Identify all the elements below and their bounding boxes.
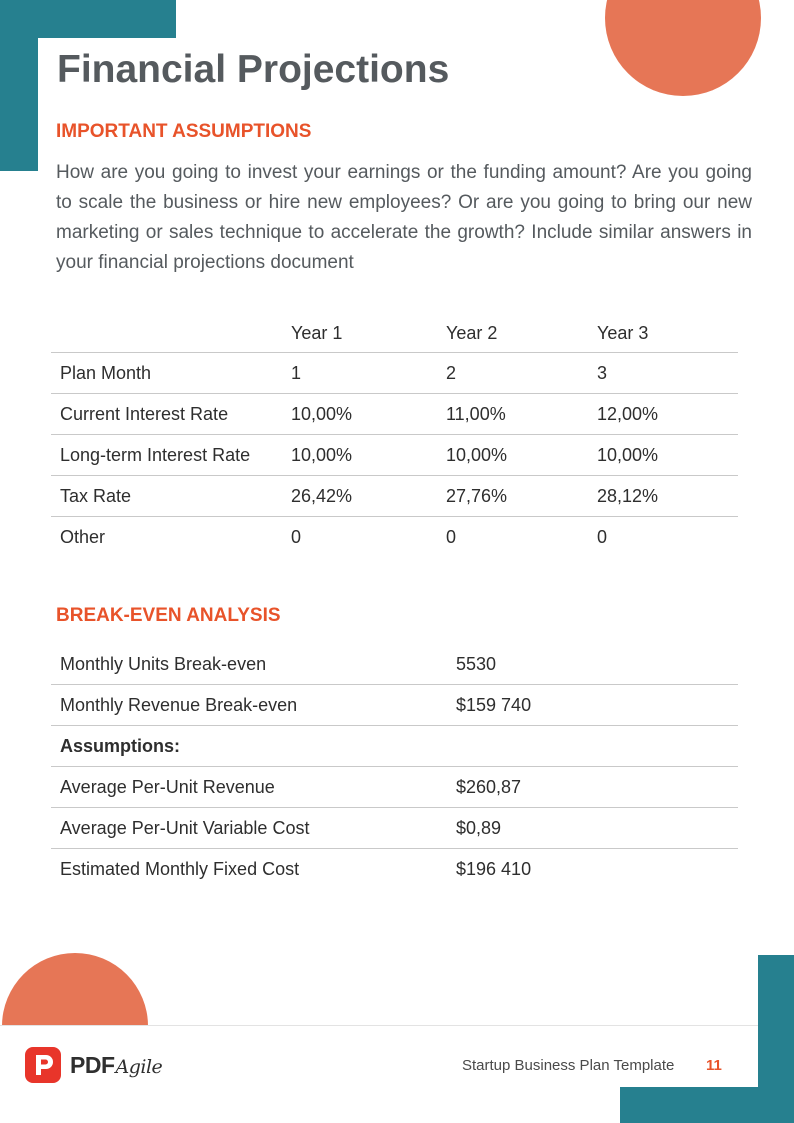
table-header-cell: Year 2 xyxy=(446,322,498,343)
table-cell: 10,00% xyxy=(437,435,588,476)
table-cell: $0,89 xyxy=(447,808,738,849)
table-row xyxy=(51,849,738,890)
assumptions-subheading: Assumptions: xyxy=(51,726,447,767)
table-row xyxy=(51,726,738,767)
table-cell: 28,12% xyxy=(588,476,738,517)
page-title: Financial Projections xyxy=(57,48,450,91)
table-header-cell: Year 1 xyxy=(291,322,343,343)
table-row xyxy=(51,685,738,726)
decorative-teal-bar-left xyxy=(0,0,38,171)
table-cell: 10,00% xyxy=(588,435,738,476)
decorative-orange-circle-top xyxy=(605,0,761,96)
row-label: Tax Rate xyxy=(51,476,282,517)
footer-divider xyxy=(0,1025,758,1026)
table-header-row xyxy=(51,314,738,353)
table-row xyxy=(51,435,738,476)
row-label: Other xyxy=(51,517,282,558)
table-cell xyxy=(447,726,738,767)
table-cell: $196 410 xyxy=(447,849,738,890)
table-row xyxy=(51,767,738,808)
row-label: Average Per-Unit Variable Cost xyxy=(51,808,447,849)
table-cell: 0 xyxy=(282,517,437,558)
table-row xyxy=(51,394,738,435)
table-cell: 3 xyxy=(588,353,738,394)
decorative-teal-bar-bottom xyxy=(620,1087,794,1123)
assumptions-heading: IMPORTANT ASSUMPTIONS xyxy=(56,121,312,142)
pdfagile-logo xyxy=(25,1047,162,1083)
table-row xyxy=(51,517,738,558)
row-label: Monthly Revenue Break-even xyxy=(51,685,447,726)
table-cell: 26,42% xyxy=(282,476,437,517)
footer-document-name: Startup Business Plan Template xyxy=(462,1057,675,1074)
row-label: Long-term Interest Rate xyxy=(51,435,282,476)
logo-agile-text: Agile xyxy=(115,1055,163,1078)
table-cell: 2 xyxy=(437,353,588,394)
table-row xyxy=(51,644,738,685)
row-label: Estimated Monthly Fixed Cost xyxy=(51,849,447,890)
table-header-cell xyxy=(51,314,282,353)
table-cell: 0 xyxy=(588,517,738,558)
row-label: Monthly Units Break-even xyxy=(60,653,267,674)
assumptions-intro: How are you going to invest your earnings or the funding amount? Are you going to scale the business or hire new employees? Or are you going to bring our new marketing or sales technique to accelerate the growth? Include similar answers in your financial projections document xyxy=(56,162,752,273)
table-cell: 12,00% xyxy=(588,394,738,435)
break-even-heading: BREAK-EVEN ANALYSIS xyxy=(56,605,281,626)
page-number: 11 xyxy=(706,1057,722,1074)
table-cell: 1 xyxy=(282,353,437,394)
assumptions-table xyxy=(51,314,738,557)
table-row xyxy=(51,353,738,394)
table-cell: $159 740 xyxy=(447,685,738,726)
table-cell: 5530 xyxy=(456,653,497,674)
break-even-table xyxy=(51,644,738,889)
pdfagile-logo-icon xyxy=(25,1047,61,1083)
logo-pdf-text: PDF xyxy=(70,1051,115,1078)
table-cell: 11,00% xyxy=(437,394,588,435)
pdfagile-logo-text xyxy=(70,1052,162,1079)
table-cell: 27,76% xyxy=(437,476,588,517)
table-row xyxy=(51,808,738,849)
table-cell: 0 xyxy=(437,517,588,558)
table-row xyxy=(51,476,738,517)
table-cell: $260,87 xyxy=(447,767,738,808)
row-label: Current Interest Rate xyxy=(51,394,282,435)
table-header-cell: Year 3 xyxy=(597,322,649,343)
table-cell: 10,00% xyxy=(282,435,437,476)
table-cell: 10,00% xyxy=(282,394,437,435)
row-label: Plan Month xyxy=(51,353,282,394)
row-label: Average Per-Unit Revenue xyxy=(51,767,447,808)
